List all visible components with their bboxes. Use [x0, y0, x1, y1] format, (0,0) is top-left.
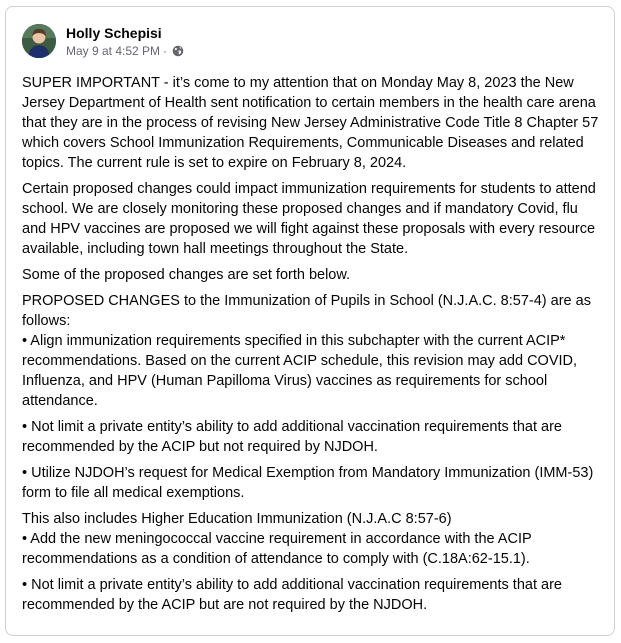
post-header	[22, 21, 184, 61]
post-line: This also includes Higher Education Immunization (N.J.A.C 8:57-6)	[22, 511, 452, 527]
post-paragraph: SUPER IMPORTANT - it’s come to my attention that on Monday May 8, 2023 the New Jersey Department of Health sent notification to certain members in the health care arena that they are in the process of revising New Jersey Administrative Code Title 8 Chapter 57 which covers School Immunization Requirements, Communicable Diseases and related topics. The current rule is set to expire on February 8, 2024.	[22, 75, 599, 171]
avatar-photo-icon	[22, 24, 56, 58]
post-body	[22, 73, 604, 621]
post-paragraph	[22, 291, 604, 411]
post-paragraph: • Not limit a private entity’s ability to add additional vaccination requirements that are recommended by the ACIP but not required by NJDOH.	[22, 419, 562, 455]
post-card	[5, 6, 615, 636]
post-subline	[66, 43, 184, 59]
post-paragraph	[22, 509, 604, 569]
post-paragraph: • Utilize NJDOH’s request for Medical Exemption from Mandatory Immunization (IMM-53) form to file all medical exemptions.	[22, 465, 594, 501]
post-timestamp[interactable]: May 9 at 4:52 PM	[66, 43, 161, 58]
post-line: • Add the new meningococcal vaccine requirement in accordance with the ACIP recommendations as a condition of attendance to comply with (C.18A:62-15.1).	[22, 531, 532, 567]
globe-icon[interactable]	[172, 45, 184, 57]
post-line: PROPOSED CHANGES to the Immunization of Pupils in School (N.J.A.C. 8:57-4) are as follows:	[22, 293, 591, 329]
avatar[interactable]	[22, 24, 56, 58]
post-paragraph: Some of the proposed changes are set forth below.	[22, 267, 351, 283]
post-paragraph: Certain proposed changes could impact immunization requirements for students to attend school. We are closely monitoring these proposed changes and if mandatory Covid, flu and HPV vaccines are proposed we will fight against these proposals with every resource available, including town hall meetings throughout the State.	[22, 181, 596, 257]
post-paragraph: • Not limit a private entity’s ability to add additional vaccination requirements that are recommended by the ACIP but are not required by the NJDOH.	[22, 577, 562, 613]
separator-dot: ·	[163, 43, 168, 58]
post-meta	[66, 24, 184, 59]
author-name[interactable]: Holly Schepisi	[66, 24, 162, 41]
post-line: • Align immunization requirements specified in this subchapter with the current ACIP* recommendations. Based on the current ACIP schedule, this revision may add COVID, Influenza, and HPV (Human Papilloma Virus) vaccines as requirements for school attendance.	[22, 333, 578, 409]
